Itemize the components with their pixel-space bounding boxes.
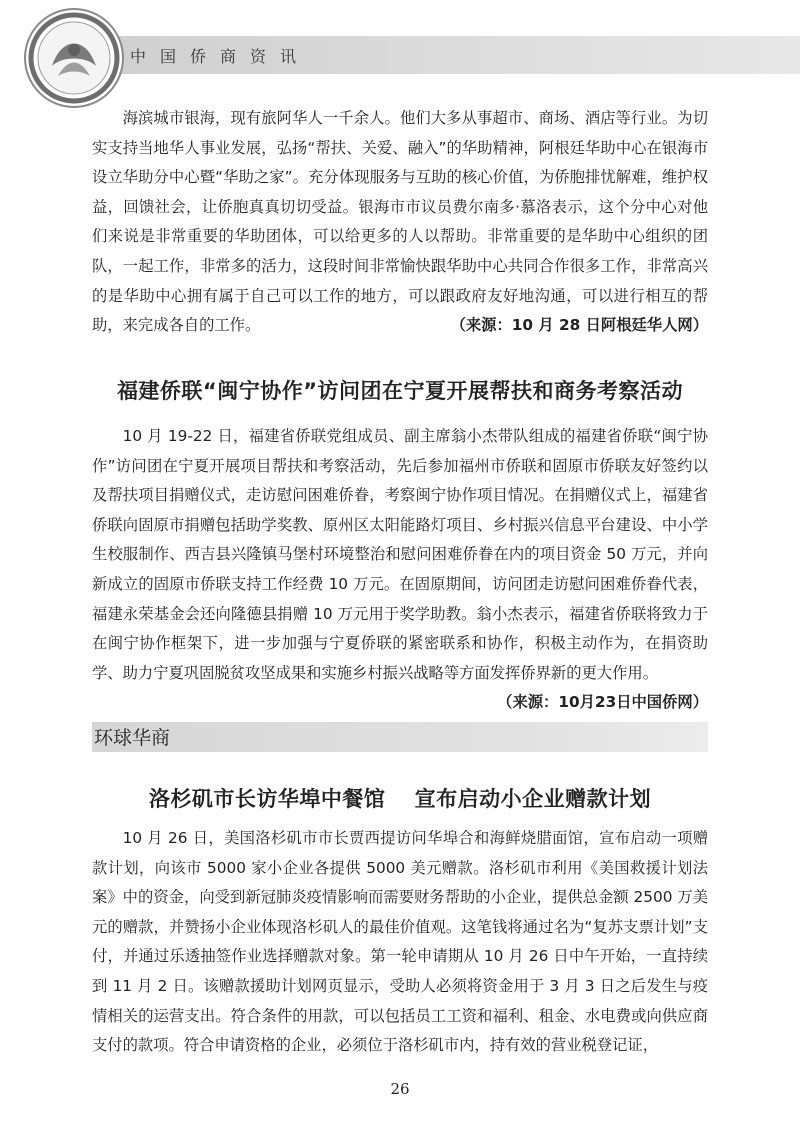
section-band [92,722,708,752]
article-1-source: （来源：10 月 28 日阿根廷华人网） [450,316,708,335]
article-2-text: 10 月 19-22 日，福建省侨联党组成员、副主席翁小杰带队组成的福建省侨联“闽宁协作”访问团在宁夏开展项目帮扶和考察活动，先后参加福州市侨联和固原市侨联友好签约以及帮扶项目捐赠仪式，走访慰问困难侨眷，考察闽宁协作项目情况。在捐赠仪式上，福建省侨联向固原市捐赠包括助学奖教、原州区太阳能路灯项目、乡村振兴信息平台建设、中小学生校服制作、西吉县兴隆镇马堡村环境整治和慰问困难侨眷在内的项目资金 50 万元，并向新成立的固原市侨联支持工作经费 10 万元。在固原期间，访问团走访慰问困难侨眷代表，福建永荣基金会还向隆德县捐赠 10 万元用于奖学助教。翁小杰表示，福建省侨联将致力于在闽宁协作框架下，进一步加强与宁夏侨联的紧密联系和协作，积极主动作为，在捐资助学、助力宁夏巩固脱贫攻坚成果和实施乡村振兴战略等方面发挥侨界新的更大作用。 [92,427,708,682]
page-number: 26 [390,1080,410,1098]
article-2-paragraph [92,422,708,718]
header-title: 中国侨商资讯 [130,47,311,66]
article-2-title: 福建侨联“闽宁协作”访问团在宁夏开展帮扶和商务考察活动 [116,379,684,403]
article-3-title: 洛杉矶市长访华埠中餐馆 宣布启动小企业赠款计划 [148,787,652,811]
logo [22,6,126,110]
article-1-paragraph [92,104,708,341]
article-3-paragraph: 10 月 26 日，美国洛杉矶市市长贾西提访问华埠合和海鲜烧腊面馆，宣布启动一项赠款计划，向该市 5000 家小企业各提供 5000 美元赠款。洛杉矶市利用《美国救援计划法案》中的资金，向受到新冠肺炎疫情影响而需要财务帮助的小企业，提供总金额 2500 万美元的赠款，并赞扬小企业体现洛杉矶人的最佳价值观。这笔钱将通过名为“复苏支票计划”支付，并通过乐透抽签作业选择赠款对象。第一轮申请期从 10 月 26 日中午开始，一直持续到 11 月 2 日。该赠款援助计划网页显示，受助人必须将资金用于 3 月 3 日之后发生与疫情相关的运营支出。符合条件的用款，可以包括员工工资和福利、租金、水电费或向供应商支付的款项。符合申请资格的企业，必须位于洛杉矶市内，持有效的营业税登记证， [92,829,708,1055]
article-1-text: 海滨城市银海，现有旅阿华人一千余人。他们大多从事超市、商场、酒店等行业。为切实支持当地华人事业发展，弘扬“帮扶、关爱、融入”的华助精神，阿根廷华助中心在银海市设立华助分中心暨“华助之家”。充分体现服务与互助的核心价值，为侨胞排忧解难，维护权益，回馈社会，让侨胞真真切切受益。银海市市议员费尔南多·慕洛表示，这个分中心对他们来说是非常重要的华助团体，可以给更多的人以帮助。非常重要的是华助中心组织的团队，一起工作，非常多的活力，这段时间非常愉快跟华助中心共同合作很多工作，非常高兴的是华助中心拥有属于自己可以工作的地方，可以跟政府友好地沟通，可以进行相互的帮助，来完成各自的工作。 [92,109,708,335]
article-2-source: （来源：10月23日中国侨网） [497,693,708,712]
section-label: 环球华商 [94,727,171,749]
